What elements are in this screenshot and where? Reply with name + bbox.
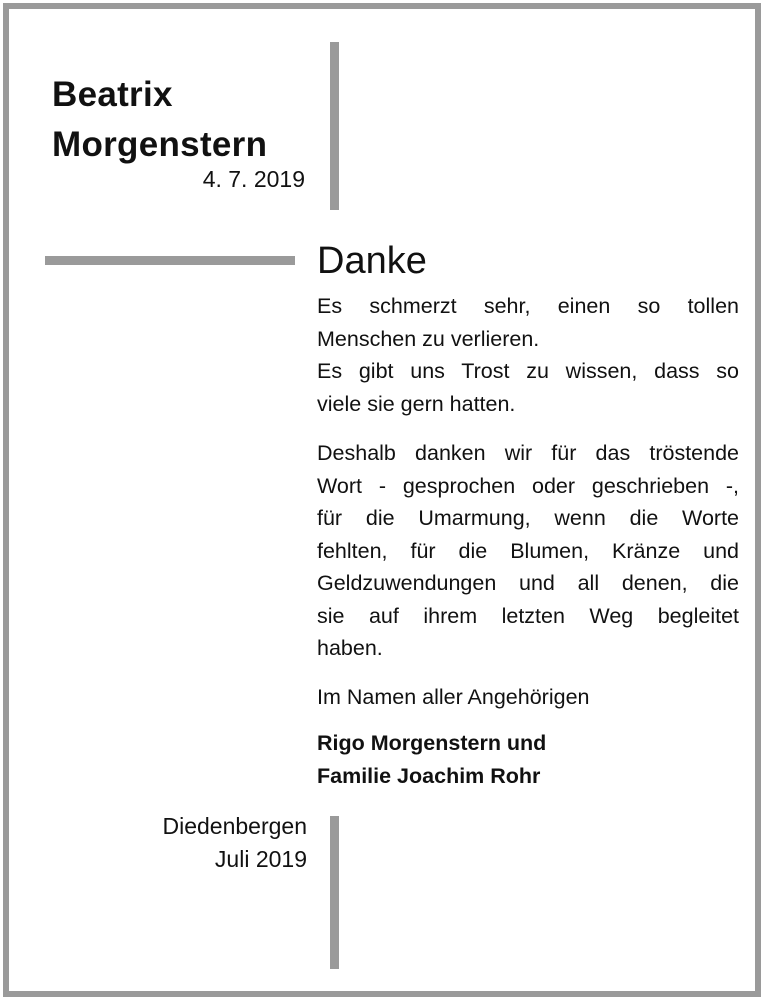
paragraph-2-line: Wort - gesprochen oder geschrieben -,	[317, 473, 739, 498]
paragraph-1	[317, 290, 739, 420]
paragraph-1-line: Es gibt uns Trost zu wissen, dass so	[317, 359, 739, 383]
date-of-death: 4. 7. 2019	[202, 166, 305, 192]
paragraph-2	[317, 437, 739, 665]
heading-danke: Danke	[317, 240, 427, 282]
place-date: Juli 2019	[214, 846, 307, 872]
paragraph-2-line: fehlten, für die Blumen, Kränze und	[317, 538, 739, 563]
place-and-date	[100, 810, 307, 876]
signature-line-1: Rigo Morgenstern und	[317, 731, 547, 755]
paragraph-2-line: haben.	[317, 636, 383, 660]
deceased-name	[52, 70, 267, 170]
deceased-first-name: Beatrix	[52, 75, 173, 114]
paragraph-1-line: Es schmerzt sehr, einen so tollen	[317, 294, 739, 318]
signature	[317, 727, 546, 793]
paragraph-2-line: Geldzuwendungen und all denen, die	[317, 571, 739, 595]
decorative-bar-vertical-top	[330, 42, 339, 210]
decorative-bar-horizontal	[45, 256, 295, 265]
deceased-last-name: Morgenstern	[52, 125, 268, 164]
signature-line-2: Familie Joachim Rohr	[317, 764, 541, 788]
place-name: Diedenbergen	[162, 813, 307, 839]
closing-line	[317, 681, 739, 714]
paragraph-1-line: viele sie gern hatten.	[317, 391, 516, 416]
paragraph-2-line: sie auf ihrem letzten Weg begleitet	[317, 603, 739, 628]
paragraph-2-line: für die Umarmung, wenn die Worte	[317, 506, 739, 530]
paragraph-1-line: Menschen zu verlieren.	[317, 326, 540, 351]
closing-text: Im Namen aller Angehörigen	[317, 685, 590, 709]
paragraph-2-line: Deshalb danken wir für das tröstende	[317, 441, 739, 465]
decorative-bar-vertical-bottom	[330, 816, 339, 969]
